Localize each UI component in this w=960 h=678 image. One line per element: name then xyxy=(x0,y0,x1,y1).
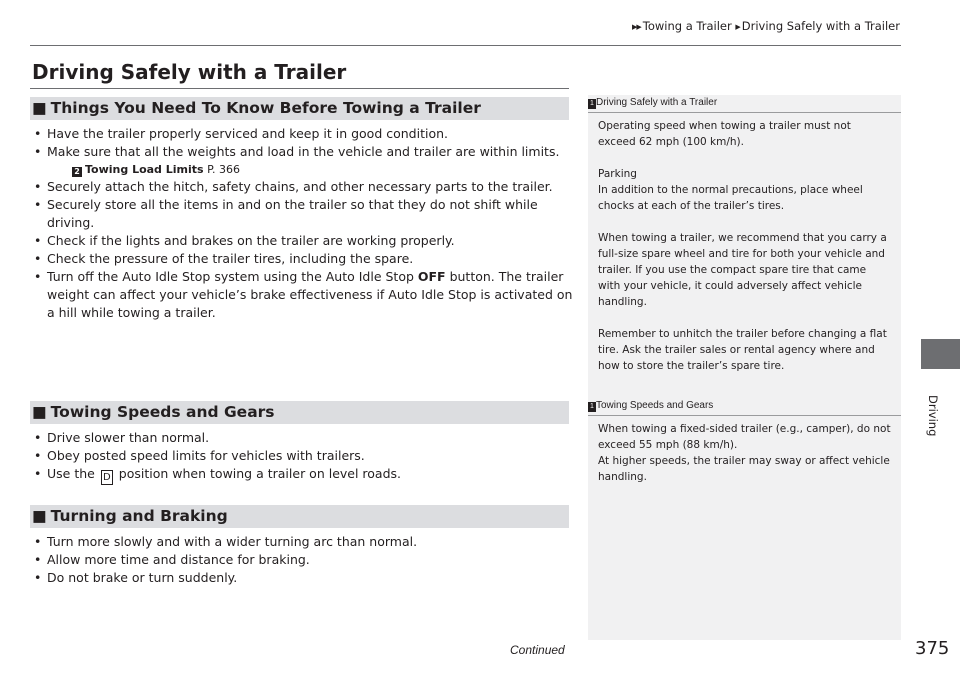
square-bullet-icon: ■ xyxy=(32,99,47,117)
breadcrumb-item[interactable]: Driving Safely with a Trailer xyxy=(741,19,900,33)
breadcrumb xyxy=(632,19,900,33)
bullet-list xyxy=(30,429,575,485)
bullet-list xyxy=(30,125,575,322)
chapter-label: Driving xyxy=(926,395,940,437)
note-paragraph: When towing a trailer, we recommend that you carry a full-size spare wheel and tire for both your vehicle and trailer. If you use the compact spare tire that came with your vehicle, it could adversely affect vehicle handling. xyxy=(598,232,887,308)
note-paragraph: Remember to unhitch the trailer before changing a flat tire. Ask the trailer sales or rental agency where and how to store the trailer’s spare tire. xyxy=(598,328,887,372)
reference-arrow-icon: 2 xyxy=(72,167,82,177)
list-item: • Have the trailer properly serviced and keep it in good condition. xyxy=(30,125,575,143)
page-number: 375 xyxy=(915,638,950,659)
list-item: • Obey posted speed limits for vehicles with trailers. xyxy=(30,447,575,465)
list-item: • Turn off the Auto Idle Stop system using the Auto Idle Stop OFF button. The trailer weight can affect your vehicle’s brake effectiveness if Auto Idle Stop is activated on a hill while towing a trailer. xyxy=(30,268,575,322)
list-item: • Check if the lights and brakes on the trailer are working properly. xyxy=(30,232,575,250)
list-item: • Allow more time and distance for braking. xyxy=(30,551,575,569)
list-item: • Drive slower than normal. xyxy=(30,429,575,447)
note-paragraph: When towing a fixed-sided trailer (e.g., camper), do not exceed 55 mph (88 km/h). At higher speeds, the trailer may sway or affect vehicle handling. xyxy=(598,423,891,483)
note-paragraph: Parking In addition to the normal precautions, place wheel chocks at each of the trailer’s tires. xyxy=(598,168,863,212)
xref-page: P. 366 xyxy=(207,163,240,176)
cross-reference-link[interactable] xyxy=(30,161,575,178)
breadcrumb-item[interactable]: Towing a Trailer xyxy=(642,19,732,33)
square-bullet-icon: ■ xyxy=(32,403,47,421)
xref-title: Towing Load Limits xyxy=(85,163,204,176)
section-heading: ■ Turning and Braking xyxy=(30,505,569,528)
list-item: • Make sure that all the weights and load in the vehicle and trailer are within limits. xyxy=(30,143,575,161)
note-block xyxy=(588,399,901,485)
continued-label: Continued xyxy=(510,643,565,657)
breadcrumb-arrow-icon: ▶ xyxy=(735,23,740,31)
square-bullet-icon: ■ xyxy=(32,507,47,525)
section-heading: ■ Things You Need To Know Before Towing a Trailer xyxy=(30,97,569,120)
header-rule xyxy=(30,45,901,46)
breadcrumb-arrow-icon: ▶▶ xyxy=(631,23,641,31)
note-body xyxy=(588,113,901,374)
note-heading xyxy=(588,399,901,416)
list-item: • Use the D position when towing a trailer on level roads. xyxy=(30,465,575,485)
note-title: Towing Speeds and Gears xyxy=(596,400,714,411)
list-item: • Check the pressure of the trailer tires, including the spare. xyxy=(30,250,575,268)
note-body xyxy=(588,416,901,485)
note-heading xyxy=(588,96,901,113)
notes-sidebar xyxy=(588,95,901,640)
section-heading: ■ Towing Speeds and Gears xyxy=(30,401,569,424)
note-paragraph: Operating speed when towing a trailer must not exceed 62 mph (100 km/h). xyxy=(598,120,851,148)
bullet-list xyxy=(30,533,575,587)
note-block xyxy=(588,96,901,374)
note-number-icon: 1 xyxy=(588,402,596,412)
title-rule xyxy=(30,88,569,89)
list-item: • Turn more slowly and with a wider turning arc than normal. xyxy=(30,533,575,551)
list-item: • Securely attach the hitch, safety chains, and other necessary parts to the trailer. xyxy=(30,178,575,196)
off-button-label: OFF xyxy=(417,269,446,284)
gear-position-indicator: D xyxy=(101,470,113,485)
page-title: Driving Safely with a Trailer xyxy=(32,60,347,84)
chapter-tab[interactable] xyxy=(921,339,960,369)
note-title: Driving Safely with a Trailer xyxy=(596,97,718,108)
list-item: • Securely store all the items in and on the trailer so that they do not shift while driving. xyxy=(30,196,575,232)
note-number-icon: 1 xyxy=(588,99,596,109)
list-item: • Do not brake or turn suddenly. xyxy=(30,569,575,587)
